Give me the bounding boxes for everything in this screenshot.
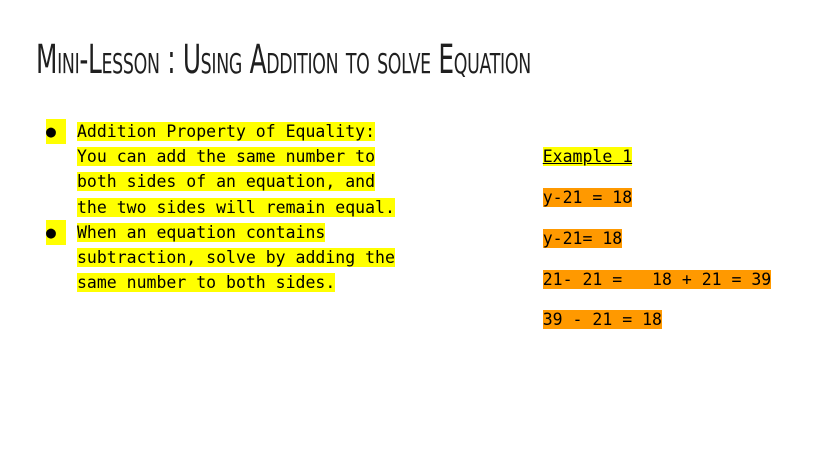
bullet-text: Addition Property of Equality: You can add the same number to both sides of an equation, and the two sides will remain equal. xyxy=(77,122,395,217)
bullet-text: When an equation contains subtraction, solve by adding the same number to both sides. xyxy=(77,222,395,293)
equation-text: 39 - 21 = 18 xyxy=(542,310,662,329)
bullet-item xyxy=(46,220,406,296)
equation-text: y-21 = 18 xyxy=(542,188,633,207)
equation-text: 21- 21 = 18 + 21 = 39 xyxy=(542,270,772,289)
bullet-dot-icon: ● xyxy=(46,220,66,245)
bullet-dot-icon: ● xyxy=(46,119,66,144)
bullet-item xyxy=(46,119,406,220)
bullet-list xyxy=(46,119,406,295)
equation-text: y-21= 18 xyxy=(542,229,623,248)
example-heading-text: Example 1 xyxy=(542,147,633,166)
slide-title: Mini-Lesson : Using Addition to solve Equation xyxy=(36,37,531,83)
equation-line xyxy=(503,282,662,357)
